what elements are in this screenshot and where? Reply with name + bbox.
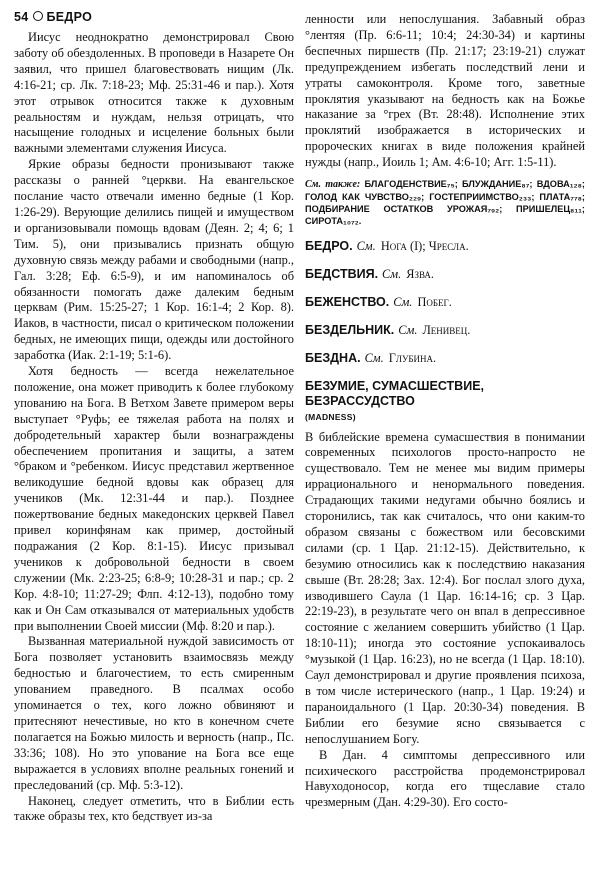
headword: БЕЖЕНСТВО. bbox=[305, 294, 390, 309]
paragraph: Наконец, следует отметить, что в Библии есть также образы тех, кто бедствует из-за bbox=[14, 793, 294, 824]
cross-ref-target[interactable]: Нога (I); Чресла. bbox=[380, 239, 469, 254]
see-also-text: БЛАГОДЕНСТВИЕ₇₅; БЛУЖДАНИЕ₈₇; ВДОВА₁₂₈; ГОЛОД КАК ЧУВСТВО₂₂₉; ГОСТЕПРИИМСТВО₂₃₃; ПЛАТА₇₇₈; ПОДБИРАНИЕ ОСТАТКОВ УРОЖАЯ₇₉₂; ПРИШЕЛЕЦ₈₁₁; СИРОТА₁₀₇₂. bbox=[305, 179, 585, 227]
paragraph: В Дан. 4 симптомы депрессивного или психического расстройства продемонстрировал Навуходоносор, когда его тщеславие стало чрезмерным (Дан. 4:29-30). Его состо- bbox=[305, 747, 585, 810]
headword: БЕЗДЕЛЬНИК. bbox=[305, 322, 395, 337]
paragraph: Яркие образы бедности пронизывают также рассказы о ранней °церкви. На евангельское послание часто отвечали именно бедные (1 Кор. 1:26-29). Верующие делились пищей и имуществом и организовывали помощь вдовам (Деян. 2; 4; 6; 1 Тим. 5), они призывались признать общую духовную связь между рабами и свободными (напр., Гал. 3:28; Еф. 6:5-9), и им напоминалось об обязанности помогать даже далеким бедным церквам (Рим. 15:25-27; 1 Кор. 16:1-4; 2 Кор. 8). Иаков, в частности, писал о критическом положении бедных, не имеющих пищи, одежды или достойного заработка (Иак. 2:1-19; 5:1-6). bbox=[14, 157, 294, 363]
headword-line: БЕЗУМИЕ, СУМАСШЕСТВИЕ, bbox=[305, 378, 484, 393]
cross-ref-entry bbox=[305, 351, 585, 367]
cross-ref-entry bbox=[305, 239, 585, 255]
headword: БЕЗДНА. bbox=[305, 350, 361, 365]
page-header bbox=[14, 10, 92, 24]
see-label: См. bbox=[398, 322, 418, 337]
see-also bbox=[305, 178, 585, 227]
cross-ref-target[interactable]: Побег. bbox=[417, 294, 452, 309]
headword-line: БЕЗРАССУДСТВО bbox=[305, 393, 415, 408]
running-head: БЕДРО bbox=[46, 10, 93, 24]
paragraph: Хотя бедность — всегда нежелательное положение, она может приводить к более глубокому упованию на Бога. В Ветхом Завете примером веры выступает °Руфь; ее тяжелая работа на полях и добродетельный характер были вознаграждены обеспечением пропитания и защиты, а затем °браком и °ребенком. Иисус представил жертвенное великодушие бедной вдовы как образец для учеников (Мк. 12:31-44 и пар.). Позднее пожертвование бедных македонских церквей Павел привел коринфянам как пример, достойный подражания (2 Кор. 8:1-15). Иисус призывал учеников к добровольной бедности в своем служении (Мк. 2:23-25; 6:8-9; 10:28-31 и пар.; ср. 2 Кор. 4:8-10; 11:27-29; Флп. 4:12-13), подобно тому как и Он Сам отказывался от материальных удобств при выполнении Своей миссии (Мф. 8:20 и пар.). bbox=[14, 364, 294, 633]
cross-ref-entry bbox=[305, 323, 585, 339]
see-label: См. bbox=[382, 266, 402, 281]
cross-ref-target[interactable]: Глубина. bbox=[388, 350, 437, 365]
see-label: См. bbox=[356, 239, 376, 254]
circle-separator-icon bbox=[33, 11, 43, 21]
right-column bbox=[305, 12, 585, 811]
entry-headword bbox=[305, 379, 585, 409]
paragraph: В библейские времена сумасшествия в понимании современных психологов просто-напросто не существовало. Тем не менее мы видим примеры иррационального и ненормального поведения. Страдающих такими недугами обычно боялись и сторонились, так как считалось, что они каким-то образом связаны с божеством или бесовскими силами (ср. 1 Цар. 21:12-15). Действительно, к безумию относились как к последствию наказания свыше (Вт. 28:28; Зах. 12:4). Бог послал злого духа, изводившего Саула (1 Цар. 16:14-16; ср. 3 Цар. 22:19-23), в результате чего он впал в депрессивное состояние с желанием совершить убийство (1 Цар. 18:10-11); иногда это состояние успокаивалось °музыкой (1 Цар. 16:23), но не всегда (1 Цар. 18:10). Саул демонстрировал и другие проявления психоза, в том числе истерического (напр., 1 Цар. 19:24) и параноидального (1 Цар. 20:30-34) поведения. В Библии его безумие ясно связывается с непослушанием Богу. bbox=[305, 429, 585, 746]
headword: БЕДРО. bbox=[305, 239, 353, 254]
cross-ref-target[interactable]: Ленивец. bbox=[422, 322, 471, 337]
see-also-label: См. также: bbox=[305, 179, 361, 191]
english-headword: (MADNESS) bbox=[305, 411, 356, 422]
see-label: См. bbox=[393, 294, 413, 309]
headword: БЕДСТВИЯ. bbox=[305, 266, 379, 281]
left-column bbox=[14, 30, 294, 825]
paragraph: ленности или непослушания. Забавный образ °лентяя (Пр. 6:6-11; 10:4; 24:30-34) и картины беспечных пиршеств (Пр. 21:17; 23:19-21) служат предупреждением избегать последствий лени и утраты самоконтроля. Кроме того, заветные проклятия указывают на бедность как на Божье наказание за °грех (Вт. 28:48). Исполнение этих проклятий изображается в исторических и пророческих книгах в виде положения крайней нужды (напр., Иоиль 1; Ам. 4:6-10; Агг. 1:5-11). bbox=[305, 12, 585, 170]
see-label: См. bbox=[364, 350, 384, 365]
cross-ref-target[interactable]: Язва. bbox=[406, 266, 434, 281]
page-number: 54 bbox=[14, 10, 29, 24]
paragraph: Вызванная материальной нуждой зависимость от Бога позволяет установить взаимосвязь между бедностью и благочестием, то есть смиренным упованием праведного. В псалмах особо упоминается о тех, кого ложно обвиняют и притесняют нечестивые, но кто в конечном счете полагается на Божью милость и верность (напр., Пс. 33:36; 108). Но это упование на Бога все еще выражается в условиях вполне реальных гонений и преследований (ср. Мф. 5:3-12). bbox=[14, 634, 294, 792]
cross-ref-entry bbox=[305, 267, 585, 283]
cross-ref-entry bbox=[305, 295, 585, 311]
paragraph: Иисус неоднократно демонстрировал Свою заботу об обездоленных. В проповеди в Назарете Он заявил, что пришел благовествовать нищим (Лк. 4:16-21; ср. Лк. 7:18-23; Мф. 25:31-46 и пар.). Хотя этот отрывок относится также к духовным реальностям и нуждам, нельзя отрицать, что насыщение голодных и исцеление больных были важными элементами служения Иисуса. bbox=[14, 30, 294, 156]
